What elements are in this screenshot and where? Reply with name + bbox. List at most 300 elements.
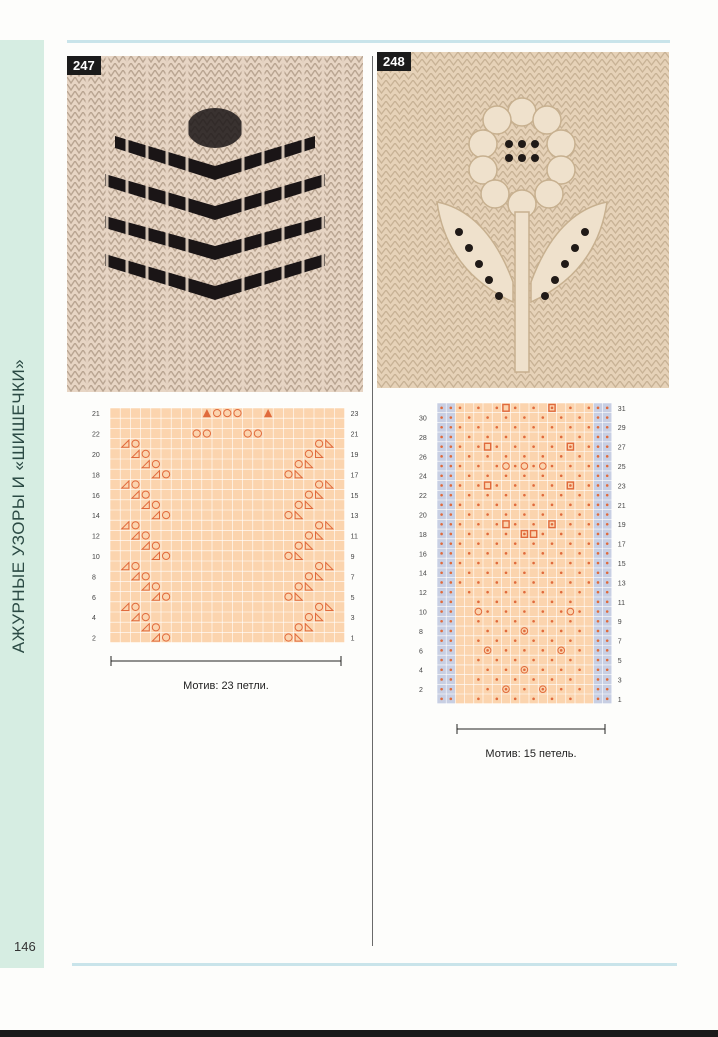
- row-label-left: 6: [419, 648, 423, 656]
- purl-dot: [440, 504, 443, 507]
- purl-dot: [606, 494, 609, 497]
- purl-dot: [578, 513, 581, 516]
- purl-dot: [477, 445, 480, 448]
- purl-dot: [606, 416, 609, 419]
- purl-dot: [468, 474, 471, 477]
- row-label-left: 16: [92, 492, 100, 500]
- purl-dot: [496, 445, 499, 448]
- purl-dot: [450, 601, 453, 604]
- purl-dot: [477, 407, 480, 410]
- purl-dot: [486, 552, 489, 555]
- purl-dot: [514, 445, 517, 448]
- purl-dot: [597, 523, 600, 526]
- purl-dot: [477, 581, 480, 584]
- purl-dot: [560, 688, 563, 691]
- purl-dot: [440, 494, 443, 497]
- chart-247-grid: [90, 405, 360, 645]
- purl-dot: [578, 630, 581, 633]
- purl-dot: [542, 494, 545, 497]
- purl-dot: [440, 455, 443, 458]
- purl-dot: [551, 581, 554, 584]
- purl-dot: [514, 523, 517, 526]
- purl-dot: [569, 504, 572, 507]
- purl-dot: [450, 630, 453, 633]
- purl-dot: [486, 416, 489, 419]
- purl-dot: [532, 581, 535, 584]
- row-label-left: 18: [419, 531, 427, 539]
- purl-dot: [505, 474, 508, 477]
- purl-dot: [459, 542, 462, 545]
- purl-dot: [588, 542, 591, 545]
- purl-dot: [560, 455, 563, 458]
- row-label-left: 20: [92, 451, 100, 459]
- purl-dot: [450, 659, 453, 662]
- purl-dot: [606, 562, 609, 565]
- purl-dot: [606, 639, 609, 642]
- purl-dot: [440, 445, 443, 448]
- purl-dot: [569, 581, 572, 584]
- purl-dot: [606, 474, 609, 477]
- purl-dot: [440, 659, 443, 662]
- purl-dot: [578, 668, 581, 671]
- purl-dot: [578, 436, 581, 439]
- purl-dot: [597, 474, 600, 477]
- purl-dot: [477, 426, 480, 429]
- purl-dot: [597, 688, 600, 691]
- purl-dot: [440, 630, 443, 633]
- purl-dot: [551, 465, 554, 468]
- purl-dot: [440, 639, 443, 642]
- purl-dot: [542, 533, 545, 536]
- purl-dot: [606, 688, 609, 691]
- purl-dot: [440, 649, 443, 652]
- purl-dot: [523, 610, 526, 613]
- purl-dot: [532, 504, 535, 507]
- purl-dot: [542, 474, 545, 477]
- purl-dot: [459, 504, 462, 507]
- purl-dot: [606, 591, 609, 594]
- purl-dot: [560, 494, 563, 497]
- purl-dot: [597, 513, 600, 516]
- purl-dot: [606, 610, 609, 613]
- purl-dot: [606, 513, 609, 516]
- purl-dot: [606, 523, 609, 526]
- purl-dot: [597, 542, 600, 545]
- knitting-chart-247: [90, 405, 360, 645]
- purl-dot: [597, 630, 600, 633]
- purl-dot: [450, 426, 453, 429]
- purl-dot: [551, 659, 554, 662]
- purl-dot: [597, 601, 600, 604]
- purl-dot: [468, 416, 471, 419]
- purl-dot: [597, 668, 600, 671]
- purl-dot: [560, 649, 563, 652]
- purl-dot: [440, 513, 443, 516]
- motif-repeat-bracket-248: [456, 722, 606, 736]
- purl-dot: [459, 465, 462, 468]
- row-label-left: 20: [419, 512, 427, 520]
- purl-dot: [578, 591, 581, 594]
- purl-dot: [486, 436, 489, 439]
- purl-dot: [606, 455, 609, 458]
- row-label-right: 21: [617, 502, 626, 510]
- purl-dot: [486, 494, 489, 497]
- purl-dot: [588, 407, 591, 410]
- purl-dot: [514, 601, 517, 604]
- purl-dot: [450, 620, 453, 623]
- top-rule: [67, 40, 670, 43]
- row-label-right: 13: [350, 513, 359, 521]
- purl-dot: [578, 455, 581, 458]
- photo-pattern-247: [67, 56, 363, 392]
- purl-dot: [505, 455, 508, 458]
- purl-dot: [440, 581, 443, 584]
- purl-dot: [440, 474, 443, 477]
- purl-dot: [450, 445, 453, 448]
- purl-dot: [606, 504, 609, 507]
- purl-dot: [496, 426, 499, 429]
- row-label-right: 9: [617, 619, 622, 627]
- row-label-left: 10: [419, 609, 427, 617]
- purl-dot: [496, 542, 499, 545]
- purl-dot: [597, 562, 600, 565]
- purl-dot: [560, 416, 563, 419]
- purl-dot: [486, 571, 489, 574]
- purl-dot: [486, 513, 489, 516]
- purl-dot: [450, 533, 453, 536]
- purl-dot: [523, 630, 526, 633]
- purl-dot: [597, 552, 600, 555]
- purl-dot: [597, 416, 600, 419]
- purl-dot: [477, 542, 480, 545]
- purl-dot: [514, 620, 517, 623]
- row-label-right: 11: [617, 599, 626, 607]
- purl-dot: [440, 416, 443, 419]
- purl-dot: [523, 668, 526, 671]
- purl-dot: [569, 407, 572, 410]
- purl-dot: [523, 552, 526, 555]
- purl-dot: [477, 484, 480, 487]
- purl-dot: [569, 601, 572, 604]
- purl-dot: [569, 698, 572, 701]
- row-label-right: 7: [617, 638, 622, 646]
- row-label-left: 2: [92, 635, 96, 643]
- row-label-left: 8: [92, 574, 96, 582]
- purl-dot: [551, 698, 554, 701]
- purl-dot: [551, 620, 554, 623]
- purl-dot: [551, 639, 554, 642]
- purl-dot: [477, 620, 480, 623]
- purl-dot: [486, 455, 489, 458]
- purl-dot: [523, 591, 526, 594]
- purl-dot: [440, 688, 443, 691]
- purl-dot: [597, 426, 600, 429]
- purl-dot: [569, 426, 572, 429]
- photo-pattern-248: [377, 52, 669, 388]
- purl-dot: [560, 474, 563, 477]
- purl-dot: [450, 416, 453, 419]
- purl-dot: [440, 591, 443, 594]
- row-label-left: 26: [419, 454, 427, 462]
- purl-dot: [578, 494, 581, 497]
- purl-dot: [588, 445, 591, 448]
- purl-dot: [440, 436, 443, 439]
- purl-dot: [532, 523, 535, 526]
- row-label-right: 23: [350, 411, 359, 419]
- purl-dot: [505, 416, 508, 419]
- row-label-right: 3: [617, 677, 622, 685]
- purl-dot: [486, 668, 489, 671]
- purl-dot: [450, 474, 453, 477]
- purl-dot: [468, 513, 471, 516]
- pattern-number-badge: 248: [377, 52, 411, 71]
- purl-dot: [440, 620, 443, 623]
- purl-dot: [569, 523, 572, 526]
- purl-dot: [440, 571, 443, 574]
- purl-dot: [514, 407, 517, 410]
- purl-dot: [450, 455, 453, 458]
- purl-dot: [532, 542, 535, 545]
- purl-dot: [578, 649, 581, 652]
- bottom-rule: [72, 963, 677, 966]
- purl-dot: [477, 523, 480, 526]
- purl-dot: [450, 698, 453, 701]
- purl-dot: [606, 620, 609, 623]
- purl-dot: [505, 668, 508, 671]
- purl-dot: [523, 533, 526, 536]
- purl-dot: [606, 659, 609, 662]
- purl-dot: [450, 610, 453, 613]
- knit-sample-247-image: [67, 56, 363, 392]
- purl-dot: [542, 571, 545, 574]
- purl-dot: [468, 436, 471, 439]
- purl-dot: [606, 698, 609, 701]
- purl-dot: [440, 533, 443, 536]
- row-label-left: 4: [419, 667, 423, 675]
- purl-dot: [532, 620, 535, 623]
- purl-dot: [496, 484, 499, 487]
- row-label-right: 21: [350, 431, 359, 439]
- purl-dot: [514, 678, 517, 681]
- purl-dot: [597, 484, 600, 487]
- purl-dot: [606, 542, 609, 545]
- purl-dot: [450, 513, 453, 516]
- purl-dot: [496, 659, 499, 662]
- row-label-left: 12: [419, 590, 427, 598]
- row-label-left: 2: [419, 687, 423, 695]
- row-label-right: 17: [350, 472, 359, 480]
- purl-dot: [606, 601, 609, 604]
- row-label-left: 18: [92, 472, 100, 480]
- purl-dot: [551, 542, 554, 545]
- purl-dot: [551, 445, 554, 448]
- purl-dot: [496, 562, 499, 565]
- row-label-right: 19: [350, 451, 359, 459]
- purl-dot: [542, 668, 545, 671]
- purl-dot: [606, 571, 609, 574]
- purl-dot: [597, 649, 600, 652]
- purl-dot: [459, 445, 462, 448]
- purl-dot: [496, 678, 499, 681]
- purl-dot: [560, 533, 563, 536]
- purl-dot: [542, 513, 545, 516]
- purl-dot: [560, 668, 563, 671]
- purl-dot: [450, 688, 453, 691]
- purl-dot: [450, 504, 453, 507]
- purl-dot: [578, 571, 581, 574]
- purl-dot: [578, 416, 581, 419]
- purl-dot: [560, 436, 563, 439]
- purl-dot: [440, 426, 443, 429]
- purl-dot: [542, 552, 545, 555]
- purl-dot: [450, 484, 453, 487]
- purl-dot: [477, 601, 480, 604]
- purl-dot: [569, 678, 572, 681]
- purl-dot: [450, 465, 453, 468]
- pattern-number-badge: 247: [67, 56, 101, 75]
- knitting-chart-248: [415, 400, 645, 712]
- row-label-left: 14: [92, 513, 100, 521]
- row-label-right: 19: [617, 522, 626, 530]
- scan-edge: [0, 1030, 718, 1037]
- row-label-left: 16: [419, 551, 427, 559]
- purl-dot: [532, 426, 535, 429]
- purl-dot: [486, 649, 489, 652]
- purl-dot: [496, 581, 499, 584]
- purl-dot: [514, 639, 517, 642]
- purl-dot: [505, 436, 508, 439]
- purl-dot: [496, 601, 499, 604]
- purl-dot: [477, 678, 480, 681]
- purl-dot: [551, 407, 554, 410]
- purl-dot: [496, 620, 499, 623]
- row-label-right: 9: [350, 553, 355, 561]
- purl-dot: [532, 601, 535, 604]
- purl-dot: [440, 465, 443, 468]
- chart-grid-background: [110, 408, 345, 643]
- purl-dot: [477, 698, 480, 701]
- purl-dot: [440, 610, 443, 613]
- purl-dot: [486, 591, 489, 594]
- purl-dot: [588, 465, 591, 468]
- purl-dot: [450, 639, 453, 642]
- column-divider: [372, 56, 373, 946]
- purl-dot: [450, 523, 453, 526]
- purl-dot: [551, 562, 554, 565]
- purl-dot: [459, 484, 462, 487]
- purl-dot: [468, 533, 471, 536]
- purl-dot: [569, 465, 572, 468]
- purl-dot: [450, 436, 453, 439]
- purl-dot: [597, 436, 600, 439]
- purl-dot: [532, 678, 535, 681]
- row-label-right: 29: [617, 425, 626, 433]
- purl-dot: [450, 678, 453, 681]
- purl-dot: [597, 610, 600, 613]
- purl-dot: [523, 416, 526, 419]
- purl-dot: [578, 552, 581, 555]
- purl-dot: [551, 678, 554, 681]
- row-label-left: 10: [92, 553, 100, 561]
- purl-dot: [532, 659, 535, 662]
- purl-dot: [505, 494, 508, 497]
- purl-dot: [440, 484, 443, 487]
- purl-dot: [459, 523, 462, 526]
- purl-dot: [532, 484, 535, 487]
- purl-dot: [440, 542, 443, 545]
- purl-dot: [606, 445, 609, 448]
- purl-dot: [459, 562, 462, 565]
- purl-dot: [505, 513, 508, 516]
- purl-dot: [505, 649, 508, 652]
- purl-dot: [514, 465, 517, 468]
- purl-dot: [597, 455, 600, 458]
- purl-dot: [542, 455, 545, 458]
- purl-dot: [542, 591, 545, 594]
- purl-dot: [551, 484, 554, 487]
- row-label-right: 5: [617, 657, 622, 665]
- purl-dot: [496, 698, 499, 701]
- purl-dot: [597, 659, 600, 662]
- purl-dot: [450, 407, 453, 410]
- purl-dot: [569, 620, 572, 623]
- purl-dot: [514, 581, 517, 584]
- purl-dot: [606, 533, 609, 536]
- purl-dot: [597, 591, 600, 594]
- purl-dot: [514, 542, 517, 545]
- purl-dot: [542, 630, 545, 633]
- purl-dot: [440, 698, 443, 701]
- purl-dot: [597, 494, 600, 497]
- purl-dot: [440, 552, 443, 555]
- purl-dot: [560, 591, 563, 594]
- purl-dot: [606, 649, 609, 652]
- row-label-right: 13: [617, 580, 626, 588]
- row-label-right: 5: [350, 594, 355, 602]
- purl-dot: [486, 474, 489, 477]
- purl-dot: [606, 407, 609, 410]
- row-label-right: 1: [350, 635, 355, 643]
- purl-dot: [560, 630, 563, 633]
- purl-dot: [542, 416, 545, 419]
- purl-dot: [551, 601, 554, 604]
- purl-dot: [597, 581, 600, 584]
- purl-dot: [477, 562, 480, 565]
- purl-dot: [440, 523, 443, 526]
- purl-dot: [578, 533, 581, 536]
- purl-dot: [597, 533, 600, 536]
- purl-dot: [523, 474, 526, 477]
- purl-dot: [532, 465, 535, 468]
- row-label-right: 7: [350, 574, 355, 582]
- purl-dot: [606, 630, 609, 633]
- chart-248-grid: [415, 400, 645, 712]
- row-label-right: 1: [617, 696, 622, 704]
- purl-dot: [523, 688, 526, 691]
- purl-dot: [505, 533, 508, 536]
- purl-dot: [468, 455, 471, 458]
- motif-caption-247: Мотив: 23 петли.: [183, 680, 269, 692]
- row-label-right: 27: [617, 444, 626, 452]
- purl-dot: [450, 649, 453, 652]
- row-label-left: 8: [419, 628, 423, 636]
- purl-dot: [560, 610, 563, 613]
- purl-dot: [597, 571, 600, 574]
- row-label-right: 17: [617, 541, 626, 549]
- purl-dot: [606, 581, 609, 584]
- purl-dot: [486, 533, 489, 536]
- purl-dot: [597, 407, 600, 410]
